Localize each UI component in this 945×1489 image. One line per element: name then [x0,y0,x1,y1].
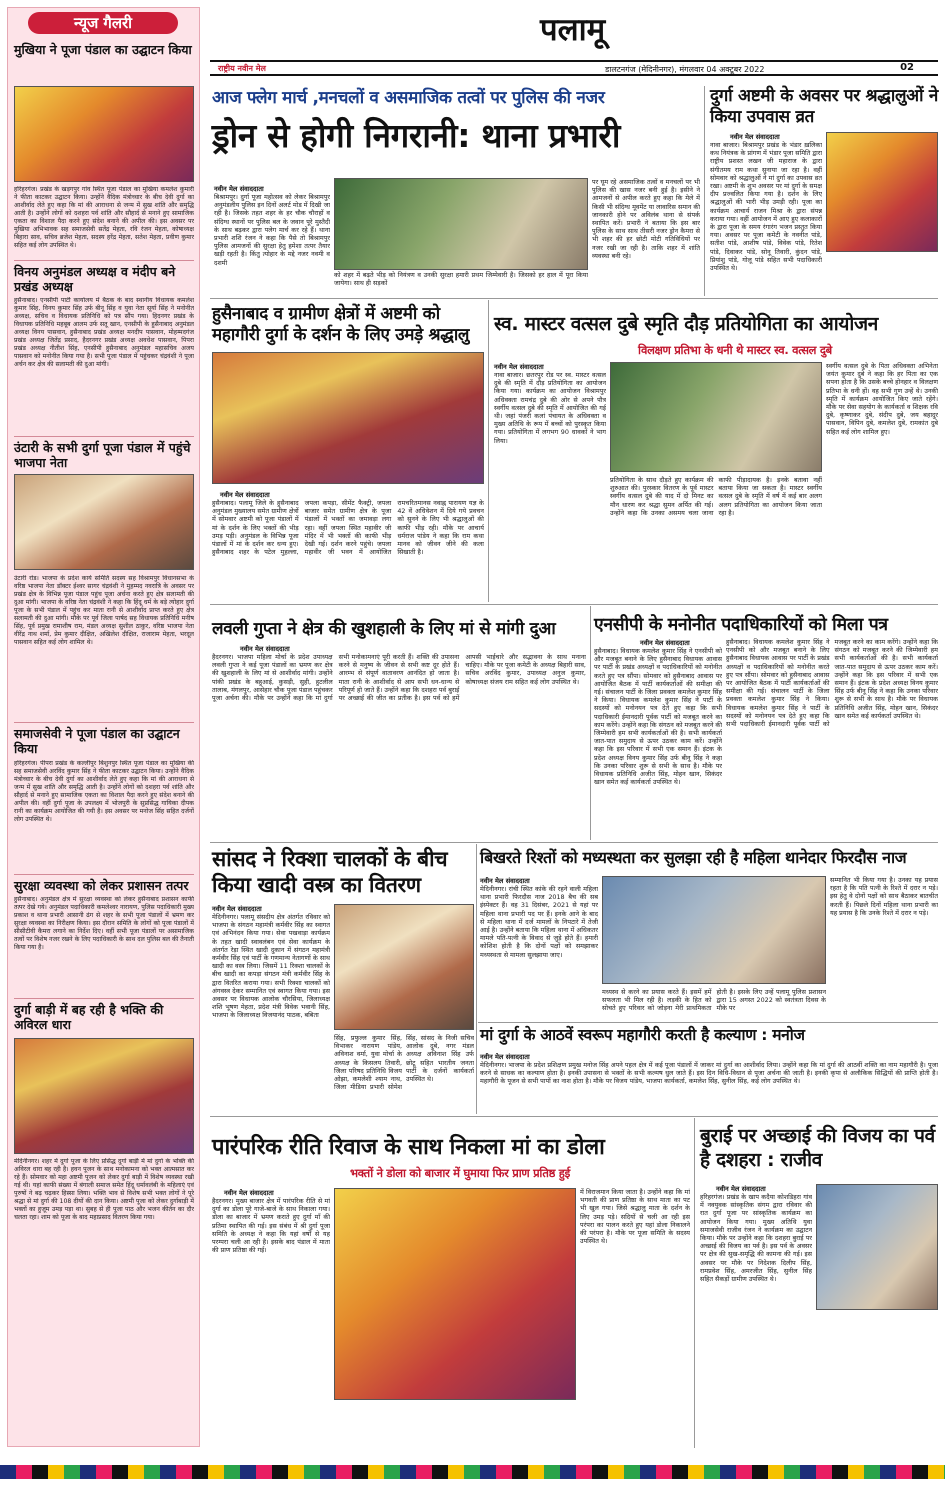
daud-photo [610,362,822,472]
kalyan-byline: नवीन मेल संवाददाता [480,1053,530,1061]
column-divider [476,844,477,1114]
dola-text-2: में विराजमान किया जाता है। उन्होंने कहा कि मां भगवती की प्राण प्रतिष्ठा के साथ माता का पट भी खुल गया। जिसे श्रद्धालु माता के दर्शन के लिए उमड़ पड़े। सदियों से चली आ रही इस परंपरा का पालन करते हुए यहां डोला निकालने की परंपरा है। मौके पर पूजा समिति के सदस्य उपस्थित थे। [580,1188,690,1246]
sansad-text-2: सिंह, प्रफुल्ल कुमार सिंह, विभाकर नारायण पांडेय, अविनाश वर्मा, युवा मोर्चा के अध्यक्ष के किसलय तिवारी, जिला परिषद प्रतिनिधि विजय ओझा, कमलेशी श्याम नाथ, जिला मीडिया प्रभारी सोमेश सिंह, सांसद के निजी सचिव आलोक दुबे, नगर मंडल अध्यक्ष अविनाश सिंह उर्फ छोटू सहित भारतीय जनता पार्टी के दर्जनों कार्यकर्ता उपस्थित थे। [334,1034,474,1092]
sidebar-text-1: हरिहरगंज। प्रखंड के खड़गपुर गांव स्थित पूजा पंडाल का मुखिया कमलेश कुमारी ने फीता काटकर उद्घाटन किया। उन्होंने वैदिक मंत्रोच्चार के बीच देवी दुर्गा का आशीर्वाद लेते हुए कहा कि मां की आराधना से जन्म में सुख शांति और समृद्धि आती है। उन्होंने लोगों को दशहरा पर्व शांति और सौहार्द से मनाने हुए सामाजिक एकता का विशाल पैदा करने हुए संदेश बनाने की अपील की। इस अवसर पर मुखिया अभिभावक सह समाजसेवी सतेंद्र मेहता, रवि रंजन मेहता, कोषाध्यक्ष बिहारा साव, सचिव ब्रजेश मेहता, सदस्य हरेंद्र मेहता, सतेश मेहता, प्रवीण कुमार सहित कई लोग उपस्थित थे। [14,186,194,249]
ncp-text-2: हुसैनाबाद। विधायक कमलेश कुमार सिंह ने एनसीपी को और मजबूत बनाने के लिए हुसैनाबाद विधायक आवास पर पार्टी के प्रखंड अध्यक्षों व पदाधिकारियों को मनोनीत करते हुए पत्र सौंपा। सोमवार को हुसैनाबाद आवास पर आयोजित बैठक में पार्टी कार्यकर्ताओं की समीक्षा की गई। संचालन पार्टी के जिला प्रवक्ता कमलेश कुमार सिंह ने किया। विधायक कमलेश कुमार सिंह ने पार्टी के सदस्यों को मनोनयन पत्र देते हुए कहा कि सभी पदाधिकारी ईमानदारी पूर्वक पार्टी को मजबूत करने का काम करेंगे। उन्होंने कहा कि संगठन को मजबूत करने की जिम्मेवारी हम सभी कार्यकर्ताओं की है। सभी कार्यकर्ता जात-पात समुदाय से ऊपर उठकर काम करें। उन्होंने कहा कि इस परिवार में सभी एक समान हैं। इंटक के प्रदेश अध्यक्ष विनय कुमार सिंह उर्फ बीनू सिंह ने कहा कि उनका परिवार शुरू से सभी के साथ है। मौके पर विधायक प्रतिनिधि अजीत सिंह, मोहन खान, सिकंदर खान समेत कई कार्यकर्ता उपस्थित थे। [726,638,938,729]
sidebar-headline-4: समाजसेवी ने पूजा पंडाल का उद्घाटन किया [14,726,180,756]
drone-headline: ड्रोन से होगी निगरानी: थाना प्रभारी [212,116,621,155]
dola-photo [334,1188,576,1400]
sidebar-headline-6: दुर्गा बाड़ी में बह रही है भक्ति की अविरल धारा [14,1002,164,1032]
drone-text-1: बिश्रामपुर। दुर्गा पूजा महोत्सव को लेकर बिश्रामपुर अनुमंडलीय पुलिस इन दिनों अलर्ट मोड में दिखी जा रही है। जिसके तहत शहर के हर चौक चौराहों व संदिग्ध स्थानों पर पुलिस बल के जवान पूरे मुस्तैदी के साथ बढ़कर द्वारा पलेग मार्च कर रहे हैं। थाना प्रभारी शशि रंजन ने कहा कि पैसे तो बिश्रामपुर पुलिस आमजनों की सुरक्षा हेतु हमेशा तत्पर तैयार खड़ी रहती है। किंतु त्योहार के मद्दे नजर नवमी व दशमी [214,193,330,267]
sansad-photo [334,904,474,1030]
rajiv-byline: नवीन मेल संवाददाता [716,1185,766,1193]
daud-text-3: स्वर्गीय वत्सल दुबे के पिता अधिवक्ता अभिनेता जयंत कुमार दुबे ने कहा कि हर पिता का एक सपना होता है कि उसके बच्चे होनहार व विलक्षण प्रतिभा के धनी हों। वह सभी गुण उन्हें थे। उनकी स्मृति में कार्यक्रम आयोजित किए जाते रहेंगे। मौके पर सेवा सहयोग के कार्यकर्ता व शिक्षक रवि दुबे, कृष्णाकर दुबे, संदीप दुबे, जय बहादुर पासवान, विपिन दुबे, कमलेश दुबे, रामकांत दुबे सहित कई लोग शामिल हुए। [826,362,938,436]
upvas-headline: दुर्गा अष्टमी के अवसर पर श्रद्धालुओं ने किया उपवास व्रत [710,86,939,127]
sidebar-photo-6 [14,1038,194,1154]
husainabad-byline: नवीन मेल संवाददाता [220,491,270,499]
column-divider [694,1118,695,1448]
ncp-text-1: हुसैनाबाद। विधायक कमलेश कुमार सिंह ने एनसीपी को और मजबूत बनाने के लिए हुसैनाबाद विधायक आवास पर पार्टी के प्रखंड अध्यक्षों व पदाधिकारियों को मनोनीत करते हुए पत्र सौंपा। सोमवार को हुसैनाबाद आवास पर आयोजित बैठक में पार्टी कार्यकर्ताओं की समीक्षा की गई। संचालन पार्टी के जिला प्रवक्ता कमलेश कुमार सिंह ने किया। विधायक कमलेश कुमार सिंह ने पार्टी के सदस्यों को मनोनयन पत्र देते हुए कहा कि सभी पदाधिकारी ईमानदारी पूर्वक पार्टी को मजबूत करने का काम करेंगे। उन्होंने कहा कि संगठन को मजबूत करने की जिम्मेवारी हम सभी कार्यकर्ताओं की है। सभी कार्यकर्ता जात-पात समुदाय से ऊपर उठकर काम करें। उन्होंने कहा कि इस परिवार में सभी एक समान हैं। इंटक के प्रदेश अध्यक्ष विनय कुमार सिंह उर्फ बीनू सिंह ने कहा कि उनका परिवार शुरू से सभी के साथ है। मौके पर विधायक प्रतिनिधि अजीत सिंह, मोहन खान, सिकंदर खान समेत कई कार्यकर्ता उपस्थित थे। [594,647,722,787]
paper-name: राष्ट्रीय नवीन मेल [218,64,266,73]
husainabad-text: हुसैनाबाद। पलामू जिले के हुसैनाबाद अनुमंडल मुख्यालय समेत ग्रामीण क्षेत्रों में सोमवार अष्टमी को पूजा पंडालों में मां के दर्शन के लिए भक्तों की भीड़ उमड़ पड़ी। अनुमंडल के विभिन्न पूजा पंडालों में मां के दर्शन कर धन्य हुए। हुसैनाबाद शहर के पटेल मुहल्ला, जपला कपड़ा, सीमेंट फैक्ट्री, जपला बाजार समेत ग्रामीण क्षेत्र के पूजा पंडालों में भक्तों का जमावड़ा लगा रहा। वहीं जपला स्थित महावीर जी मंदिर में भी भक्तों की काफी भीड़ देखी गई। दर्शन करने पहुंचे। जपला महावीर जी भवन में आयोजित रामचरितमानस नवाह्न पारायण यज्ञ के 42 वें अधिवेशन में दिये गये प्रवचन को सुनने के लिए भी श्रद्धालुओं की काफी भीड़ रही। मौके पर आचार्य धर्मराज पांडेय ने कहा कि राम कथा मानव को जीवन जीने की कला सिखाती है। [212,499,484,557]
sidebar-text-3: उंटारी रोड। भाजपा के प्रदेश कार्य समिति सदस्य सह विश्रामपुर विधानसभा के वरिष्ठ भाजपा नेता डॉक्टर ईश्वर सागर चंद्रवंशी ने मुहम्मद नवरात्रि के अवसर पर प्रखंड क्षेत्र के विभिन्न पूजा पंडाल पहुंच पूजा अर्चना करते हुए क्षेत्र सलामती की दुआ मांगी। भाजपा के वरिष्ठ नेता चंद्रवंशी ने कहा कि हिंदू धर्म के बड़े त्योहार दुर्गा पूजा के सभी पंडाल में पहुंच कर माता रानी से आशीर्वाद प्राप्त करते हुए क्षेत्र सलामती की दुआ मांगी। मौके पर पूर्व जिला पार्षद सह विधायक प्रतिनिधि मनीष सिंह, पूर्व प्रमुख रामाशीष राम, मंडल अध्यक्ष सुशील ठाकुर, वरिष्ठ भाजपा नेता वीरेंद्र नाथ शर्मा, प्रेम कुमार दीक्षित, अखिलेश दीक्षित, राजाराम मेहता, भरदूल पासवान सहित कई लोग शामिल थे। [14,575,194,646]
decorative-strip [0,1465,945,1479]
sidebar-text-5: हुसैनाबाद। अनुमंडल क्षेत्र में सुरक्षा व्यवस्था को लेकर हुसैनाबाद प्रशासन काफी तत्पर देखे गये। अनुमंडल पदाधिकारी कमलेश्वर नारायण, पुलिस पदाधिकारी मुख्य प्रकाश व थाना प्रभारी आसानी ढंग से शहर के सभी पूजा पंडालों में भ्रमण कर सुरक्षा व्यवस्था का निरीक्षण किया। इस दौरान समिति के लोगों को पूजा पंडालों में सीसीटीवी कैमरा लगाने का निर्देश दिए। वहीं सभी पूजा पंडालों पर असामाजिक तत्वों पर विशेष नजर रखने के लिए पदाधिकारी के साथ दल पुलिस बल की तैनाती किया गया है। [14,896,194,951]
sidebar-divider [14,436,194,437]
daud-byline: नवीन मेल संवाददाता [494,363,544,371]
sansad-byline: नवीन मेल संवाददाता [212,905,262,913]
sidebar-title: न्यूज गैलरी [28,12,178,34]
sidebar-divider [14,998,194,999]
sidebar-divider [14,722,194,723]
sidebar-divider [14,874,194,875]
masthead-title: पलामू [540,12,606,48]
rajiv-headline: बुराई पर अच्छाई की विजय का पर्व है दशहरा : राजीव [700,1125,935,1171]
lovely-byline: नवीन मेल संवाददाता [240,645,290,653]
dola-text-1: हैदरनगर। मुख्य बाजार क्षेत्र में पारंपरिक रीति से मां दुर्गा का डोला पूरे गाजे-बाजे के साथ निकाला गया। डोला का बाजार में भ्रमण कराते हुए दुर्गा माँ की प्रतिमा स्थापित की गई। इस संबंध में श्री दुर्गा पूजा समिति के अध्यक्ष ने कहा कि यहां वर्षों से यह परम्परा चली आ रही है। इसके बाद पंडाल में माता की प्राण प्रतिष्ठा की गई। [212,1197,330,1255]
sidebar-text-6: मेदिनीनगर। शहर में दुर्गा पूजा के लिए प्रसिद्ध दुर्गा बाड़ी में मां दुर्गा के भक्ति की अविरल धारा बह रही है। हवन पूजन के साथ मनोकामना को भक्त आत्मसात कर रहे हैं। सोमवार को महा अष्टमी पूजन को लेकर दुर्गा बाड़ी में विशेष व्यवस्था रखी गई थी। यहां काफी संख्या में बंगाली समाज समेत हिंदू धर्मावलंबी के महिलाएं एवं पुरुषों ने बढ़ चढ़कर हिस्सा लिया। भक्ति भाव से विशेष सभी भक्त लोगों ने पूरे श्रद्धा से मां दुर्गा की 108 दीयों की दान किया। अष्टमी पूजा को लेकर दुर्गाबाड़ी में भक्तों का हुजूम उमड़ पड़ा था। सुबह से ही पूजा पाठ और भजन कीर्तन का दौर चलता रहा। शाम को पूजा के बाद महाप्रसाद वितरण किया गया। [14,1158,194,1221]
sansad-text-1: मेदिनीनगर। पलामू संसदीय क्षेत्र अंतर्गत रविवार को भाजपा के संगठन महामंत्री कर्मवीर सिंह का स्वागत एवं अभिनंदन किया गया। सेवा पखवाड़ा कार्यक्रम के तहत खादी स्वावलंबन एवं सेवा कार्यक्रम के अंतर्गत रेड़ा स्थित खादी दुकान में संगठन महामंत्री कर्मवीर सिंह एवं पार्टी के गणमान्य नेतागणों के साथ खादी का वस्त्र लिया। जिसमें 11 रिक्शा चालकों के बीच खादी का कपड़ा संगठन मंत्री कर्मवीर सिंह के द्वारा वितरित कराया गया। सभी रिक्शा चालकों को अंगवस्त्र देकर सम्मानित एवं स्वागत किया गया। इस अवसर पर विधायक आलोक चौरसिया, जिलाध्यक्ष शशि भूषण मेहता, प्रदेश मंत्री विवेक भवानी सिंह, भाजपा के जिलाध्यक्ष विजयानंद पाठक, बबिता [212,913,330,1020]
firdaus-headline: बिखरते रिश्तों को मध्यस्थता कर सुलझा रही है महिला थानेदार फिरदौस नाज [480,848,907,867]
sidebar-photo-3 [14,474,194,570]
column-divider [704,86,705,296]
row-divider [210,842,938,843]
lovely-text: हैदरनगर। भाजपा महिला मोर्चा के प्रदेश उपाध्यक्ष लवली गुप्ता ने कई पूजा पंडालों का भ्रमण कर क्षेत्र की खुशहाली के लिए मां से आशीर्वाद मांगी। उन्होंने पांकी प्रखंड के बहुआई, कुसड़ी, सुही, हुटलील तालाब, मंगलपुर, आसेहार चौक पूजा पंडाल पहुंचकर पूजा अर्चना की। मौके पर उन्होंने कहा कि मां दुर्गा सभी मनोकामनाएं पूरी करती हैं। शक्ति की उपासना करने से मनुष्य के जीवन से सभी कष्ट दूर होते हैं। आरम्भ से संपूर्ण वातावरण आनंदित हो जाता है। माता रानी के आशीर्वाद से आप सभी धन-धान्य से परिपूर्ण हो जाते हैं। उन्होंने कहा कि दशहरा पर्व बुराई पर अच्छाई की जीत का प्रतीक है। इस पर्व को हमें आपसी भाईचारे और सद्भावना के साथ मनाना चाहिए। मौके पर पूजा कमेटी के अध्यक्ष बिहारी साव, सचिव अरविंद कुमार, उपाध्यक्ष अनुज कुमार, कोषाध्यक्ष संजय राम सहित कई लोग उपस्थित थे। [212,653,586,703]
row-divider [210,298,938,299]
rajiv-photo [816,1184,938,1310]
firdaus-byline: नवीन मेल संवाददाता [480,877,530,885]
sidebar-photo-1 [14,86,194,182]
dola-headline: पारंपरिक रीति रिवाज के साथ निकला मां का डोला [212,1135,605,1160]
drone-text-2: को शहर में बढ़ते भीड़ को नियंत्रण व उनकी सुरक्षा हमारी प्रथम जिम्मेवारी है। जिसको हर हाल में पूरा किया जायेगा। साथ ही सड़कों [334,271,588,288]
husainabad-headline: हुसैनाबाद व ग्रामीण क्षेत्रों में अष्टमी को महागौरी दुर्गा के दर्शन के लिए उमड़े श्रद्धालु [212,304,470,345]
upvas-byline: नवीन मेल संवाददाता [730,133,780,141]
column-divider [488,300,489,602]
kalyan-text: मेदिनीनगर। भाजपा के प्रदेश प्रशिक्षण प्रमुख मनोज सिंह अपने पहल क्षेत्र में कई पूजा पंडालों में जाकर मां दुर्गा का आशीर्वाद लिया। उन्होंने कहा कि मां दुर्गा की आठवीं शक्ति का नाम महागौरी है। पूजा करने से साधक का कल्याण होता है। इनकी उपासना से भक्तों के सभी कल्मष धुल जाते हैं। इस दिन विधि-विधान से पूजा अर्चना की जाती है। इनकी कृपा से अलौकिक सिद्धियों की प्राप्ति होती है। महागौरी के पूजन से सभी पापों का नाश होता है। मौके पर विजय पांडेय, भाजपा कार्यकर्ता, कमलेश सिंह, सुनील सिंह, कई लोग उपस्थित थे। [480,1061,938,1086]
ncp-headline: एनसीपी के मनोनीत पदाधिकारियों को मिला पत्र [594,615,888,635]
sansad-headline: सांसद ने रिक्शा चालकों के बीच किया खादी वस्त्र का वितरण [212,847,448,897]
drone-kicker: आज फ्लेग मार्च ,मनचलों व असमाजिक तत्वों पर पुलिस की नजर [212,88,605,108]
column-divider [590,606,591,840]
sidebar-divider [14,260,194,261]
daud-text-1: नावा बाजार। छतरपुर रोड पर स्व. मास्टर वत्सल दुबे की स्मृति में दौड़ प्रतियोगिता का आयोजन किया गया। कार्यक्रम का आयोजन विश्रामपुर अधिवक्ता रामचंद्र दुबे की ओर से अपने पौत्र स्वर्गीय वत्सल दुबे की स्मृति में आयोजित की गई थी। जहां पंजरी कलां पंचायत के अधिवक्ता व मुख्य अतिथि के रूप में बच्चों को पुरस्कृत किया गया। प्रतियोगिता में लगभग 90 धावकों ने भाग लिया। [494,371,606,445]
lovely-headline: लवली गुप्ता ने क्षेत्र की खुशहाली के लिए मां से मांगी दुआ [212,619,556,639]
row-divider [210,604,938,605]
drone-photo [334,178,588,270]
sidebar-headline-5: सुरक्षा व्यवस्था को लेकर प्रशासन तत्पर [14,878,189,893]
daud-text-2: प्रतियोगिता के साथ दौड़ते हुए कार्यक्रम की शुरुआत की। पुरस्कार वितरण के पूर्व मास्टर स्वर्गीय वत्सल दुबे की याद में दो मिनट का मौन धारण कर श्रद्धा सुमन अर्पित की गई। उन्होंने कहा कि उनका असमय चला जाना काफी पीड़ादायक है। इनके बतावा नहीं बताया किया जा सकता है। मास्टर स्वर्गीय वत्सल दुबे के स्मृति में वर्ष में कई बार अलग अलग प्रतियोगिता का आयोजन किया जाता रहा है। [610,476,822,517]
masthead-bar [210,60,938,76]
rajiv-text: हरिहरगंज। प्रखंड के खाप कदैया कोशडिहरा गांव में नवयुवक सांस्कृतिक संगम द्वारा रविवार की रात दुर्गा पूजा पर सांस्कृतिक कार्यक्रम का आयोजन किया गया। मुख्य अतिथि युवा समाजसेवी राजीव रंजन ने कार्यक्रम का उद्घाटन किया। मौके पर उन्होंने कहा कि दशहरा बुराई पर अच्छाई की विजय का पर्व है। इस पर्व के अवसर पर क्षेत्र की सुख-समृद्धि की कामना की गई। इस अवसर पर मौके पर निदेशक दिलीप सिंह, रामप्रवेश सिंह, अमरजीत सिंह, सुनील सिंह सहित सैकड़ों ग्रामीण उपस्थित थे। [700,1193,812,1284]
kalyan-headline: मां दुर्गा के आठवें स्वरूप महागौरी करती है कल्याण : मनोज [480,1026,805,1044]
firdaus-text-2: मध्यस्थ से करने का प्रयास करते हैं। इसमें हमें सफलता भी मिल रही है। लड़की के हित को सोचते हुए परिवार को जोड़ना मेरी प्राथमिकता होती है। इसके लिए उन्हें पलामू पुलिस प्रशासन द्वारा 15 अगस्त 2022 को स्वतंत्रता दिवस के मौके पर [602,988,826,1013]
dateline: डालटनगंज (मेदिनीनगर), मंगलवार 04 अक्टूबर 2022 [605,65,765,74]
dola-byline: नवीन मेल संवाददाता [224,1189,274,1197]
firdaus-text-1: मेदिनीनगर। रांची स्थित कांके की रहने वाली महिला थाना प्रभारी फिरदौस नाज 2018 बैच की सब इंस्पेक्टर हैं। वह 31 दिसंबर, 2021 से यहां पर महिला थाना प्रभारी पद पर हैं। इनके आने के बाद से महिला थाना में दर्ज मामलों के निपटारे में तेजी आई है। उन्होंने बताया कि महिला थाना में अधिकतर मामले पति-पत्नी के विवाद से जुड़े होते हैं। हमारी कोशिश होती है कि दोनों पक्षों को समझाकर मध्यस्थता से मामला सुलझाया जाए। [480,885,598,959]
row-divider [210,1116,938,1117]
sidebar-headline-1: मुखिया ने पूजा पंडाल का उद्घाटन किया [14,42,192,57]
drone-byline: नवीन मेल संवाददाता [214,185,264,193]
dola-subhead: भक्तों ने डोला को बाजार में घुमाया फिर प्राण प्रतिष्ठ हुई [350,1166,570,1180]
firdaus-text-3: सम्मानित भी किया गया है। उनका यह प्रयास रहता है कि पति पत्नी के रिश्ते में दरार न पड़े। इस हेतु वे दोनों पक्षों को साथ बैठाकर बातचीत करती हैं। पिछले दिनों महिला थाना प्रभारी का यह प्रयास है कि उनके रिश्ते में दरार न पड़े। [830,876,938,917]
daud-subhead: विलक्षण प्रतिभा के धनी थे मास्टर स्व. वत्सल दुबे [638,343,832,357]
sidebar-headline-3: उंटारी के सभी दुर्गा पूजा पंडाल में पहुंचे भाजपा नेता [14,440,191,470]
sidebar-headline-2: विनय अनुमंडल अध्यक्ष व मंदीप बने प्रखंड अध्यक्ष [14,264,176,294]
ncp-byline: नवीन मेल संवाददाता [640,639,690,647]
drone-text-3: पर घूम रहे असमाजिक तत्वों व मनचलों पर भी पुलिस की खास नजर बनी हुई है। इसीने ने आमजनों से अपील करते हुए कहा कि मेले में किसी भी संदिग्ध मूवमेंट या लावारिस समान की जानकारी होने पर अविलंब थाना से संपर्क स्थापित करें। प्रभारी ने बताया कि इस बार पुलिस के साथ साथ तीसरी नजर ड्रोन कैमरा से भी शहर की हर छोटी मोटी गतिविधियों पर नजर रखी जा रही है। ताकि शहर में शांति व्यवस्था बनी रहे। [592,178,700,260]
upvas-text: नावा बाजार। बिश्रामपुर प्रखंड के भंडार ख़लिका कथ नियंत्रक के प्रांगण में भंडार पूजा समिति द्वारा राष्ट्रीय प्रशस्त लखन जी महाराज के द्वारा संगीतमय राम कथा सुनाया जा रहा है। वहीं सोमवार को श्रद्धालुओं ने मां दुर्गा का उपवास व्रत रखा। अष्टमी के शुभ अवसर पर मां दुर्गा के समक्ष दीप प्रज्वलित किया गया है। दर्शन के लिए श्रद्धालुओं की भारी भीड़ उमड़ी रही। पूजा का कार्यक्रम आचार्य राजन मिश्रा के द्वारा संपन्न कराया गया। वहीं आयोजन में आए हुए कलाकारों के द्वारा पूजा के समय रंगारंग भजन प्रस्तुत किया गया। अवसर पर पूजा कमेटी के नवनीत पांडे, सतीश पांडे, आशीष पांडे, विवेक पांडे, रितेश पांडे, दिवाकर पांडे, सोनू तिवारी, कुंदन पांडे, प्रियांशु पांडे, गोलू पांडे सहित सभी पदाधिकारी उपस्थित थे। [710,141,822,273]
firdaus-photo [602,876,826,984]
page-number: 02 [900,62,914,73]
husainabad-photo [212,352,484,484]
upvas-photo [826,132,938,252]
sidebar-text-2: हुसैनाबाद। एनसीपी पार्टी कार्यालय में बैठक के बाद स्थानीय विधायक कमलेश कुमार सिंह, विनय कुमार सिंह उर्फ बीनू सिंह व युवा नेता सूर्या सिंह ने मनोनीत अध्यक्ष, सचिव व विधायक प्रतिनिधि को पत्र सौंप गया। हिदनगर प्रखंड के विधायक प्रतिनिधि महबूब आलम उर्फ सतू खान, एनसीपी के हुसैनाबाद अनुमंडल अध्यक्ष विनय पासवान, हुसैनाबाद प्रखंड अध्यक्ष मनदीप पासवान, मोहम्मदगंज प्रखंड अध्यक्ष जितेंद्र प्रसाद, हैदरनगर प्रखंड अध्यक्ष अवधेश पासवान, पिपरा प्रखंड अध्यक्ष नीतीश सिंह, एनसीपी हुसैनाबाद अनुमंडल महासचिव अजय पासवान को मनोनीत किया गया है। सभी पूजा पंडाल में पहुंचकर चंद्रवंशी ने पूजा अर्चन कर क्षेत्र की सलामती की दुआ मांगी। [14,297,194,368]
row-divider [478,1022,938,1023]
sidebar-text-4: हरिहरगंज। पीपरा प्रखंड के कल्लीपुर बिशुनपुर स्थित पूजा पंडाल का मुखिया की सह समाजसेवी अरविंद कुमार सिंह ने फीता काटकर उद्घाटन किया। उन्होंने वैदिक मंत्रोच्चार के बीच देवी दुर्गा का आशीर्वाद लेते हुए कहा कि मां की आराधना से जन्म में सुख शांति और समृद्धि आती है। उन्होंने लोगों को दशहरा पर्व शांति और सौहार्द से मनाने हुए सामाजिक एकता का विशाल पैदा करने हुए संदेश बनाने की अपील की। वहीं दुर्गा पूजा के उपलक्ष्य में भोजपुरी के सुप्रसिद्ध गायिका दीपक रानी का कार्यक्रम आयोजित की गयी है। इस अवसर पर मनोज सिंह सहित दर्जनों लोग उपस्थित थे। [14,760,194,823]
daud-headline: स्व. मास्टर वत्सल दुबे स्मृति दौड़ प्रतियोगिता का आयोजन [494,313,879,335]
